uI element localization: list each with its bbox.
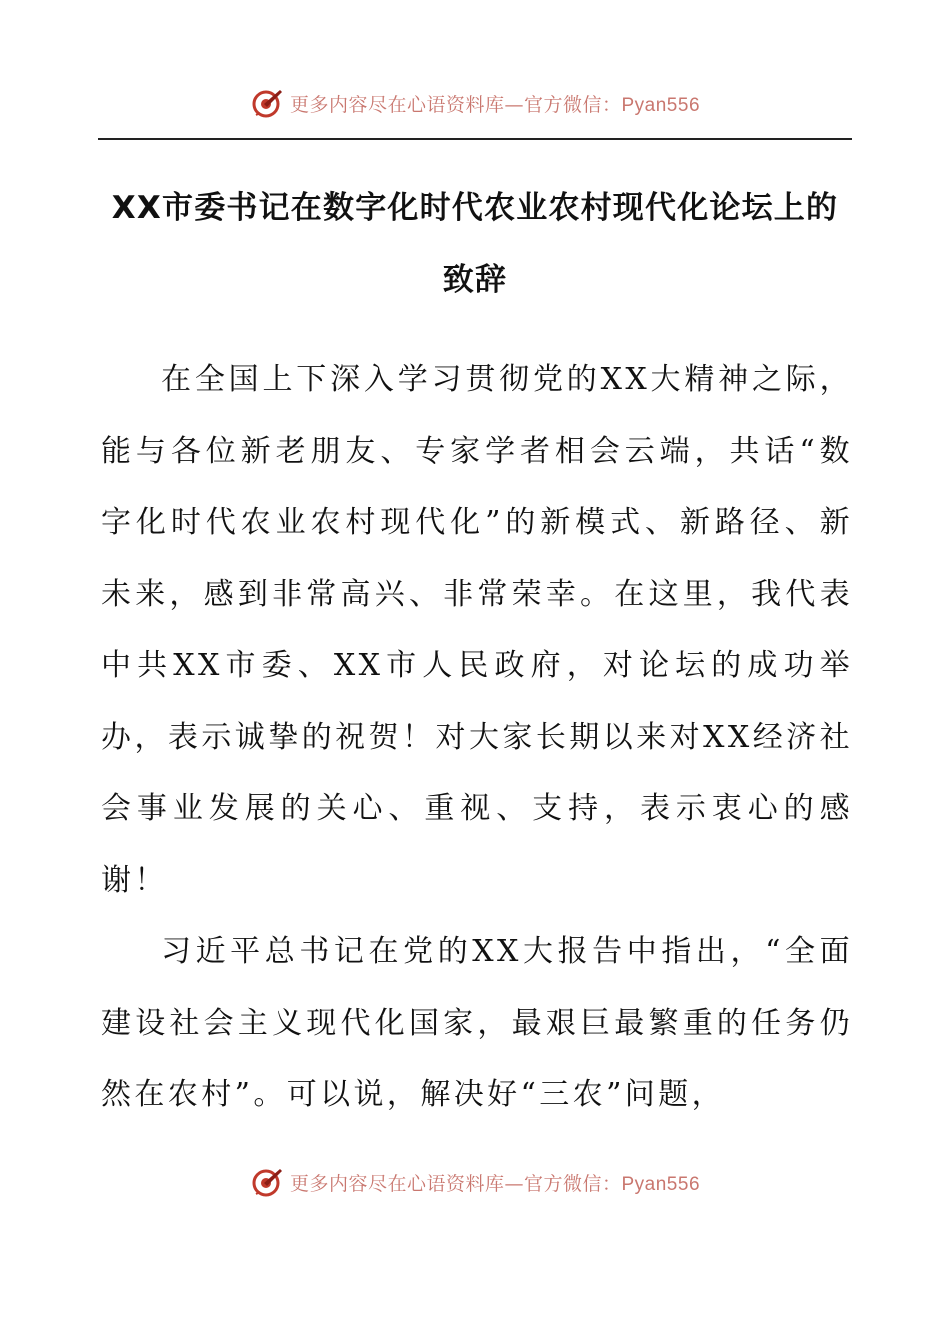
- footer-banner-label: 更多内容尽在心语资料库—官方微信：: [289, 1172, 622, 1195]
- header-divider: [98, 138, 852, 140]
- pen-circle-logo-icon: [250, 1165, 284, 1199]
- pen-circle-logo-icon: [250, 86, 284, 120]
- body-paragraph: 在全国上下深入学习贯彻党的XX大精神之际，能与各位新老朋友、专家学者相会云端，共话“数字化时代农业农村现代化”的新模式、新路径、新未来，感到非常高兴、非常荣幸。在这里，我代表中共XX市委、XX市人民政府，对论坛的成功举办，表示诚挚的祝贺！对大家长期以来对XX经济社会事业发展的关心、重视、支持，表示衷心的感谢！: [101, 362, 853, 898]
- footer-banner: [0, 1162, 950, 1202]
- body-paragraph: 习近平总书记在党的XX大报告中指出，“全面建设社会主义现代化国家，最艰巨最繁重的任务仍然在农村”。可以说，解决好“三农”问题，: [101, 934, 853, 1112]
- footer-banner-text: [290, 1169, 700, 1196]
- document-body: [101, 344, 853, 1131]
- footer-banner-id: Pyan556: [621, 1173, 701, 1195]
- document-title: XX市委书记在数字化时代农业农村现代化论坛上的致辞: [111, 190, 839, 298]
- header-banner-id: Pyan556: [621, 94, 701, 116]
- header-banner-text: [290, 90, 700, 117]
- header-banner: [0, 83, 950, 123]
- header-banner-label: 更多内容尽在心语资料库—官方微信：: [289, 93, 622, 116]
